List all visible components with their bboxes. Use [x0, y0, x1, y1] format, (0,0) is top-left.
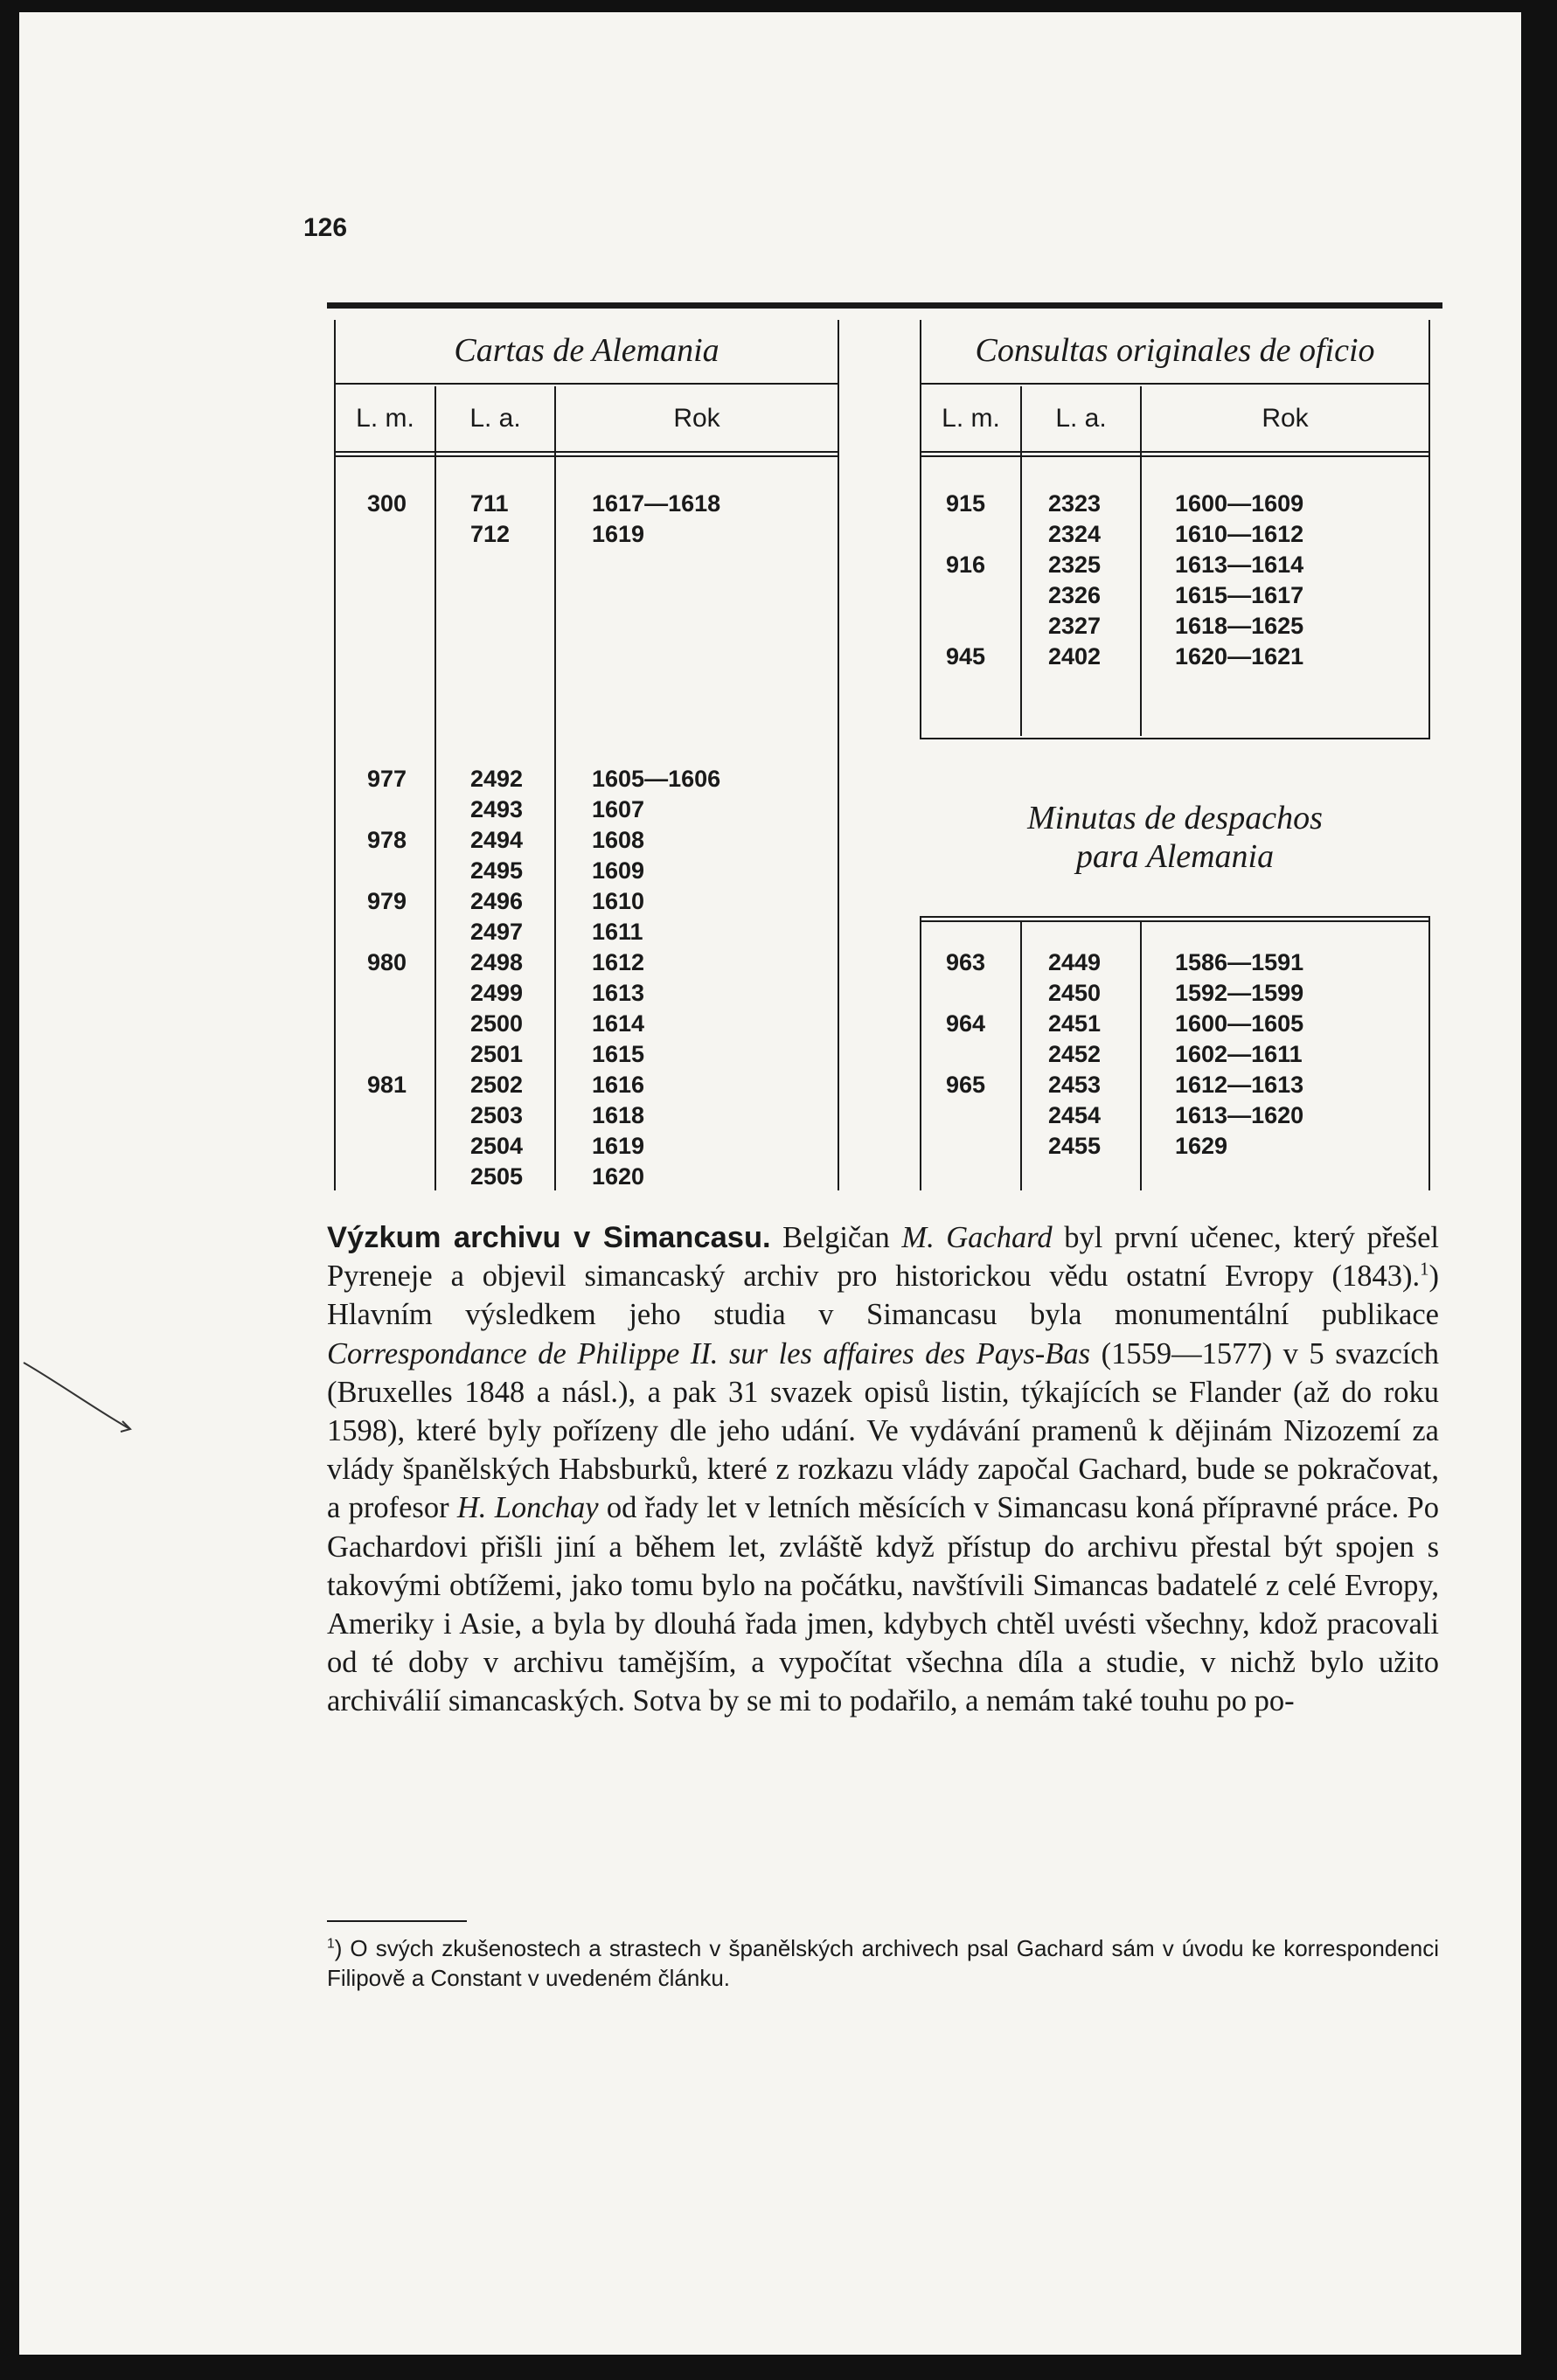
table-cell	[592, 733, 720, 764]
table-cell	[946, 580, 985, 611]
table-cell: 1600—1605	[1175, 1010, 1304, 1037]
table-cell: 2449	[1048, 949, 1102, 975]
body-text-2: byl první učenec, který přešel Pyreneje a objevil simancaský archiv pro historickou vědu ostatní Evropy (1843).	[327, 1221, 1439, 1294]
table-cell: 300	[367, 490, 407, 517]
table-cell	[367, 519, 407, 550]
table-cell	[470, 611, 523, 642]
table-cell: 1613—1620	[1175, 1102, 1304, 1128]
left-col-rok	[592, 489, 720, 1192]
table-cell: 2505	[470, 1163, 524, 1190]
table-cell: 964	[946, 1010, 986, 1037]
vline-left-2	[554, 386, 556, 1190]
hline-right-hdr-a	[920, 451, 1430, 453]
table-cell: 1600—1609	[1175, 490, 1304, 517]
table-cell: 1620	[592, 1163, 645, 1190]
table-cell	[367, 672, 407, 703]
footnote-mark: 1	[327, 1936, 335, 1952]
table-cell: 2492	[470, 766, 524, 792]
table-cell: 915	[946, 490, 986, 517]
table-cell: 963	[946, 949, 986, 975]
table-cell: 977	[367, 766, 407, 792]
table-cell: 2498	[470, 949, 524, 975]
table-cell	[592, 672, 720, 703]
table-cell: 2502	[470, 1072, 524, 1098]
table-cell	[367, 794, 407, 825]
section-heading: Výzkum archivu v Simancasu.	[327, 1221, 771, 1254]
hline-mid-top	[920, 738, 1430, 739]
table-cell: 1616	[592, 1072, 645, 1098]
table-cell	[367, 978, 407, 1009]
table-cell: 1607	[592, 796, 645, 822]
right-header-la: L. a.	[1055, 404, 1107, 433]
table-cell	[470, 672, 523, 703]
table-cell: 2326	[1048, 582, 1102, 608]
table-cell: 2453	[1048, 1072, 1102, 1098]
table-cell: 1612	[592, 949, 645, 975]
hline-left-title	[334, 383, 839, 385]
vline-right-1-bottom	[1020, 921, 1022, 1190]
table-cell: 1613—1614	[1175, 552, 1304, 578]
table-cell	[367, 1100, 407, 1131]
table-cell: 2497	[470, 919, 524, 945]
hline-right-title	[920, 383, 1430, 385]
table-cell: 1608	[592, 827, 645, 853]
table-cell: 2325	[1048, 552, 1102, 578]
table-cell	[470, 550, 523, 580]
body-text-5: od řady let v letních měsících v Simancasu koná přípravné práce. Po Gachardovi přišli jiní a během let, zvláště když přístup do archivu přestal být spojen s takovými obtížemi, jako tomu bylo na počátku, navštívili Simancas badatelé z celé Evropy, Ameriky i Asie, a byla by dlouhá řada jmen, kdybych chtěl uvésti všechny, kdož pracovali od té doby v archivu tamějším, a vypočítat všechna díla a studie, v nichž bylo užito archiválií simancaských. Sotva by se mi to podařilo, a nemám také touhu po po-	[327, 1491, 1439, 1718]
table-cell	[470, 703, 523, 733]
right-table-title: Consultas originales de oficio	[975, 332, 1375, 369]
table-cell: 2499	[470, 980, 524, 1006]
table-cell: 1610	[592, 888, 645, 914]
left-col-la	[470, 489, 523, 1192]
right-bottom-col-lm	[946, 947, 985, 1162]
table-cell: 2323	[1048, 490, 1102, 517]
author-name-lonchay: H. Lonchay	[456, 1491, 599, 1525]
table-cell: 2455	[1048, 1133, 1102, 1159]
table-cell	[367, 703, 407, 733]
footnote-ref: 1	[1420, 1259, 1429, 1280]
minutas-title	[921, 799, 1428, 876]
footnote-text: ) O svých zkušenostech a strastech v španělských archivech psal Gachard sám v úvodu ke korrespondenci Filipově a Constant v uvedeném článku.	[327, 1935, 1439, 1991]
table-cell: 1629	[1175, 1133, 1228, 1159]
footnote	[327, 1933, 1439, 1993]
table-cell: 1612—1613	[1175, 1072, 1304, 1098]
table-cell: 1615—1617	[1175, 582, 1304, 608]
table-cell: 2493	[470, 796, 524, 822]
table-cell	[946, 1039, 985, 1070]
table-cell: 2494	[470, 827, 524, 853]
table-cell: 2500	[470, 1010, 524, 1037]
table-cell	[367, 1131, 407, 1162]
table-cell	[946, 519, 985, 550]
table-cell	[946, 1100, 985, 1131]
table-cell: 1610—1612	[1175, 521, 1304, 547]
right-bottom-col-rok	[1175, 947, 1303, 1162]
table-cell: 965	[946, 1072, 986, 1098]
table-cell: 2324	[1048, 521, 1102, 547]
vline-right-2-top	[1140, 386, 1142, 736]
author-name-gachard: M. Gachard	[901, 1221, 1053, 1254]
table-cell: 1614	[592, 1010, 645, 1037]
table-cell: 2504	[470, 1133, 524, 1159]
publication-title: Correspondance de Philippe II. sur les affaires des Pays-Bas	[327, 1336, 1091, 1370]
table-cell	[367, 917, 407, 947]
table-cell: 1618—1625	[1175, 613, 1304, 639]
pencil-mark-icon	[19, 1341, 159, 1437]
table-cell	[470, 580, 523, 611]
right-top-col-la	[1048, 489, 1101, 672]
vline-right-edge-bottom	[1428, 918, 1430, 1190]
top-rule	[327, 302, 1442, 309]
table-cell: 1619	[592, 1133, 645, 1159]
left-col-lm	[367, 489, 407, 1162]
table-cell	[367, 1039, 407, 1070]
right-bottom-col-la	[1048, 947, 1101, 1162]
table-cell: 2503	[470, 1102, 524, 1128]
table-cell: 945	[946, 643, 986, 670]
right-top-col-rok	[1175, 489, 1303, 672]
table-cell: 711	[470, 490, 509, 517]
table-cell: 1609	[592, 857, 645, 884]
vline-left-1	[434, 386, 436, 1190]
left-header-lm: L. m.	[356, 404, 414, 433]
hline-left-hdr-a	[334, 451, 839, 453]
table-cell: 2402	[1048, 643, 1102, 670]
left-table-title: Cartas de Alemania	[454, 332, 719, 369]
table-cell	[592, 611, 720, 642]
table-cell	[592, 703, 720, 733]
footnote-rule	[327, 1920, 467, 1922]
table-cell	[367, 580, 407, 611]
table-cell: 1618	[592, 1102, 645, 1128]
hline-right-hdr-b	[920, 455, 1430, 457]
body-text-1: Belgičan	[770, 1221, 902, 1254]
table-cell	[592, 580, 720, 611]
table-cell	[470, 733, 523, 764]
table-cell: 1592—1599	[1175, 980, 1304, 1006]
vline-right-outer-bottom	[920, 918, 921, 1190]
table-cell: 1620—1621	[1175, 643, 1304, 670]
table-cell: 1617—1618	[592, 490, 721, 517]
table-cell: 978	[367, 827, 407, 853]
table-cell	[946, 1131, 985, 1162]
hline-left-hdr-b	[334, 455, 839, 457]
left-header-rok: Rok	[673, 404, 720, 433]
hline-mid-bottom-b	[920, 920, 1430, 922]
table-cell: 2452	[1048, 1041, 1102, 1067]
table-cell: 1611	[592, 919, 643, 945]
table-cell: 2451	[1048, 1010, 1102, 1037]
minutas-title-line2: para Alemania	[1075, 838, 1275, 875]
table-cell: 2454	[1048, 1102, 1102, 1128]
table-cell: 1605—1606	[592, 766, 721, 792]
table-cell: 2496	[470, 888, 524, 914]
table-cell: 1602—1611	[1175, 1041, 1303, 1067]
table-cell	[367, 611, 407, 642]
right-top-col-lm	[946, 489, 985, 672]
body-paragraph	[327, 1218, 1439, 1721]
right-header-lm: L. m.	[942, 404, 1000, 433]
table-cell: 916	[946, 552, 986, 578]
table-cell: 981	[367, 1072, 407, 1098]
table-cell: 2450	[1048, 980, 1102, 1006]
table-cell: 979	[367, 888, 407, 914]
table-cell	[367, 856, 407, 886]
table-cell	[367, 642, 407, 672]
page-number: 126	[303, 213, 348, 242]
minutas-title-line1: Minutas de despachos	[1027, 800, 1323, 836]
body-text-4: (1559—1577) v 5 svazcích (Bruxelles 1848 a násl.), a pak 31 svazek opisů listin, týkajících se Flander (až do roku 1598), které byly pořízeny dle jeho udání. Ve vydávání pramenů k dějinám Nizozemí za vlády španělských Habsburků, které z rozkazu vlády započal Gachard, bude se pokračovat, a profesor	[327, 1336, 1439, 1525]
table-cell: 980	[367, 949, 407, 975]
table-cell: 712	[470, 521, 511, 547]
hline-mid-bottom-a	[920, 916, 1430, 918]
table-cell: 1613	[592, 980, 645, 1006]
table-cell	[592, 642, 720, 672]
vline-right-2-bottom	[1140, 921, 1142, 1190]
table-cell	[367, 733, 407, 764]
table-cell	[946, 611, 985, 642]
table-cell: 1586—1591	[1175, 949, 1304, 975]
table-cell	[946, 978, 985, 1009]
page	[19, 12, 1521, 2355]
left-header-la: L. a.	[469, 404, 521, 433]
table-cell	[367, 1009, 407, 1039]
table-cell: 1615	[592, 1041, 645, 1067]
body-text-3: ) Hlavním výsledkem jeho studia v Simancasu byla monumentální publikace	[327, 1259, 1439, 1332]
table-cell: 2327	[1048, 613, 1102, 639]
right-header-rok: Rok	[1262, 404, 1309, 433]
table-cell: 2495	[470, 857, 524, 884]
vline-right-1-top	[1020, 386, 1022, 736]
table-cell	[470, 642, 523, 672]
table-cell: 1619	[592, 521, 645, 547]
table-cell: 2501	[470, 1041, 524, 1067]
table-cell	[367, 550, 407, 580]
table-cell	[592, 550, 720, 580]
